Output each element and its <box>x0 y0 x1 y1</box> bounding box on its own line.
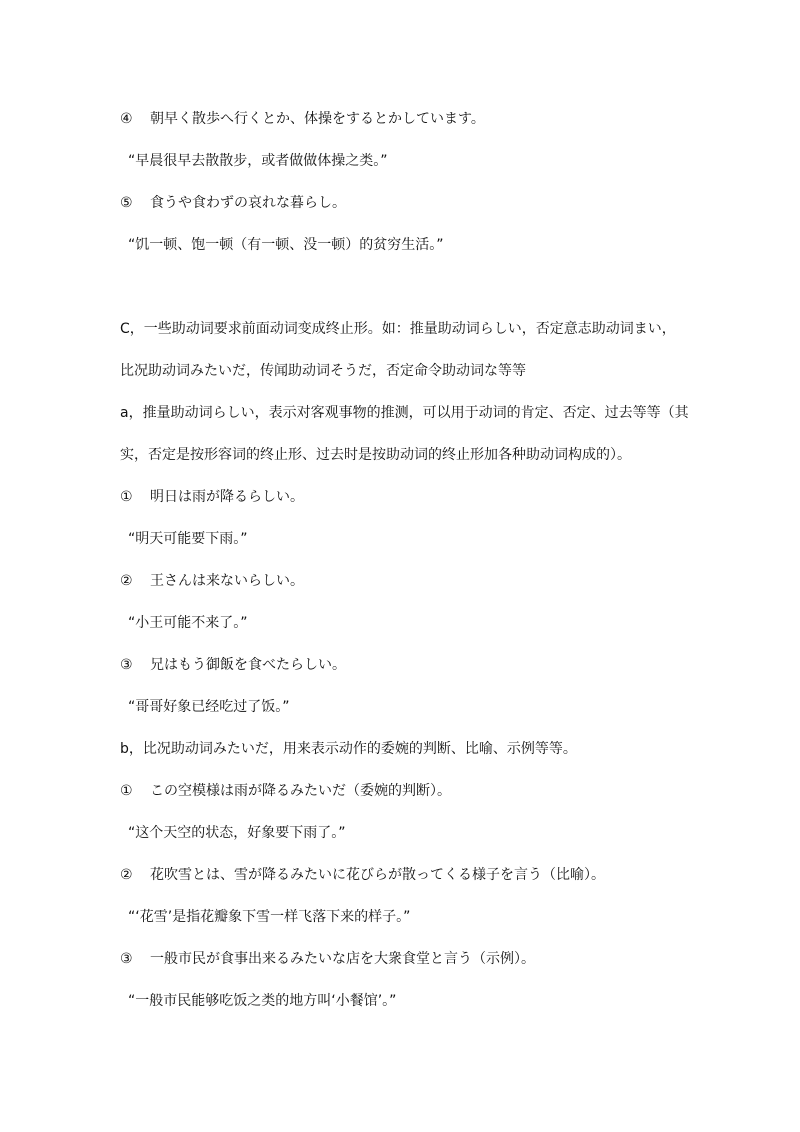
section-paragraph-line: 比况助动词みたいだ，传闻助动词そうだ，否定命令助动词な等等 <box>120 363 526 379</box>
example-sentence: 一般市民が食事出来るみたいな店を大衆食堂と言う（示例）。 <box>150 951 535 967</box>
example-number: ⑤ <box>120 195 133 211</box>
example-sentence: この空模様は雨が降るみたいだ（委婉的判断）。 <box>150 783 451 799</box>
subsection-paragraph-line: 实，否定是按形容词的终止形、过去时是按助动词的终止形加各种助动词构成的）。 <box>120 447 631 463</box>
translation-line: “一般市民能够吃饭之类的地方叫‘小餐馆’。” <box>128 993 397 1009</box>
example-line <box>120 949 720 969</box>
section-paragraph-line: C，一些助动词要求前面动词变成终止形。如：推量助动词らしい，否定意志助动词まい， <box>120 321 676 337</box>
subsection-paragraph-line: a，推量助动词らしい，表示对客观事物的推测，可以用于动词的肯定、否定、过去等等（其 <box>120 405 689 421</box>
example-sentence: 明日は雨が降るらしい。 <box>150 489 304 505</box>
example-number: ④ <box>120 111 133 127</box>
translation-line: “小王可能不来了。” <box>128 615 248 631</box>
example-number: ② <box>120 867 133 883</box>
example-number: ① <box>120 783 133 799</box>
example-number: ① <box>120 489 133 505</box>
example-sentence: 王さんは来ないらしい。 <box>150 573 304 589</box>
example-line <box>120 571 720 591</box>
example-sentence: 朝早く散歩へ行くとか、体操をするとかしています。 <box>150 111 485 127</box>
example-number: ② <box>120 573 133 589</box>
example-sentence: 兄はもう御飯を食べたらしい。 <box>150 657 346 673</box>
subsection-paragraph-line: b，比况助动词みたいだ，用来表示动作的委婉的判断、比喻、示例等等。 <box>120 741 577 757</box>
example-line <box>120 781 720 801</box>
example-line <box>120 655 720 675</box>
example-line <box>120 109 720 129</box>
example-number: ③ <box>120 657 133 673</box>
example-line <box>120 193 720 213</box>
example-number: ③ <box>120 951 133 967</box>
example-sentence: 食うや食わずの哀れな暮らし。 <box>150 195 346 211</box>
translation-line: “饥一顿、饱一顿（有一顿、没一顿）的贫穷生活。” <box>128 237 444 253</box>
translation-line: “哥哥好象已经吃过了饭。” <box>128 699 290 715</box>
example-sentence: 花吹雪とは、雪が降るみたいに花びらが散ってくる様子を言う（比喻）。 <box>150 867 605 883</box>
translation-line: “这个天空的状态，好象要下雨了。” <box>128 825 346 841</box>
example-line <box>120 487 720 507</box>
translation-line: “‘花雪’是指花瓣象下雪一样飞落下来的样子。” <box>128 909 411 925</box>
translation-line: “早晨很早去散散步，或者做做体操之类。” <box>128 153 388 169</box>
example-line <box>120 865 720 885</box>
translation-line: “明天可能要下雨。” <box>128 531 248 547</box>
